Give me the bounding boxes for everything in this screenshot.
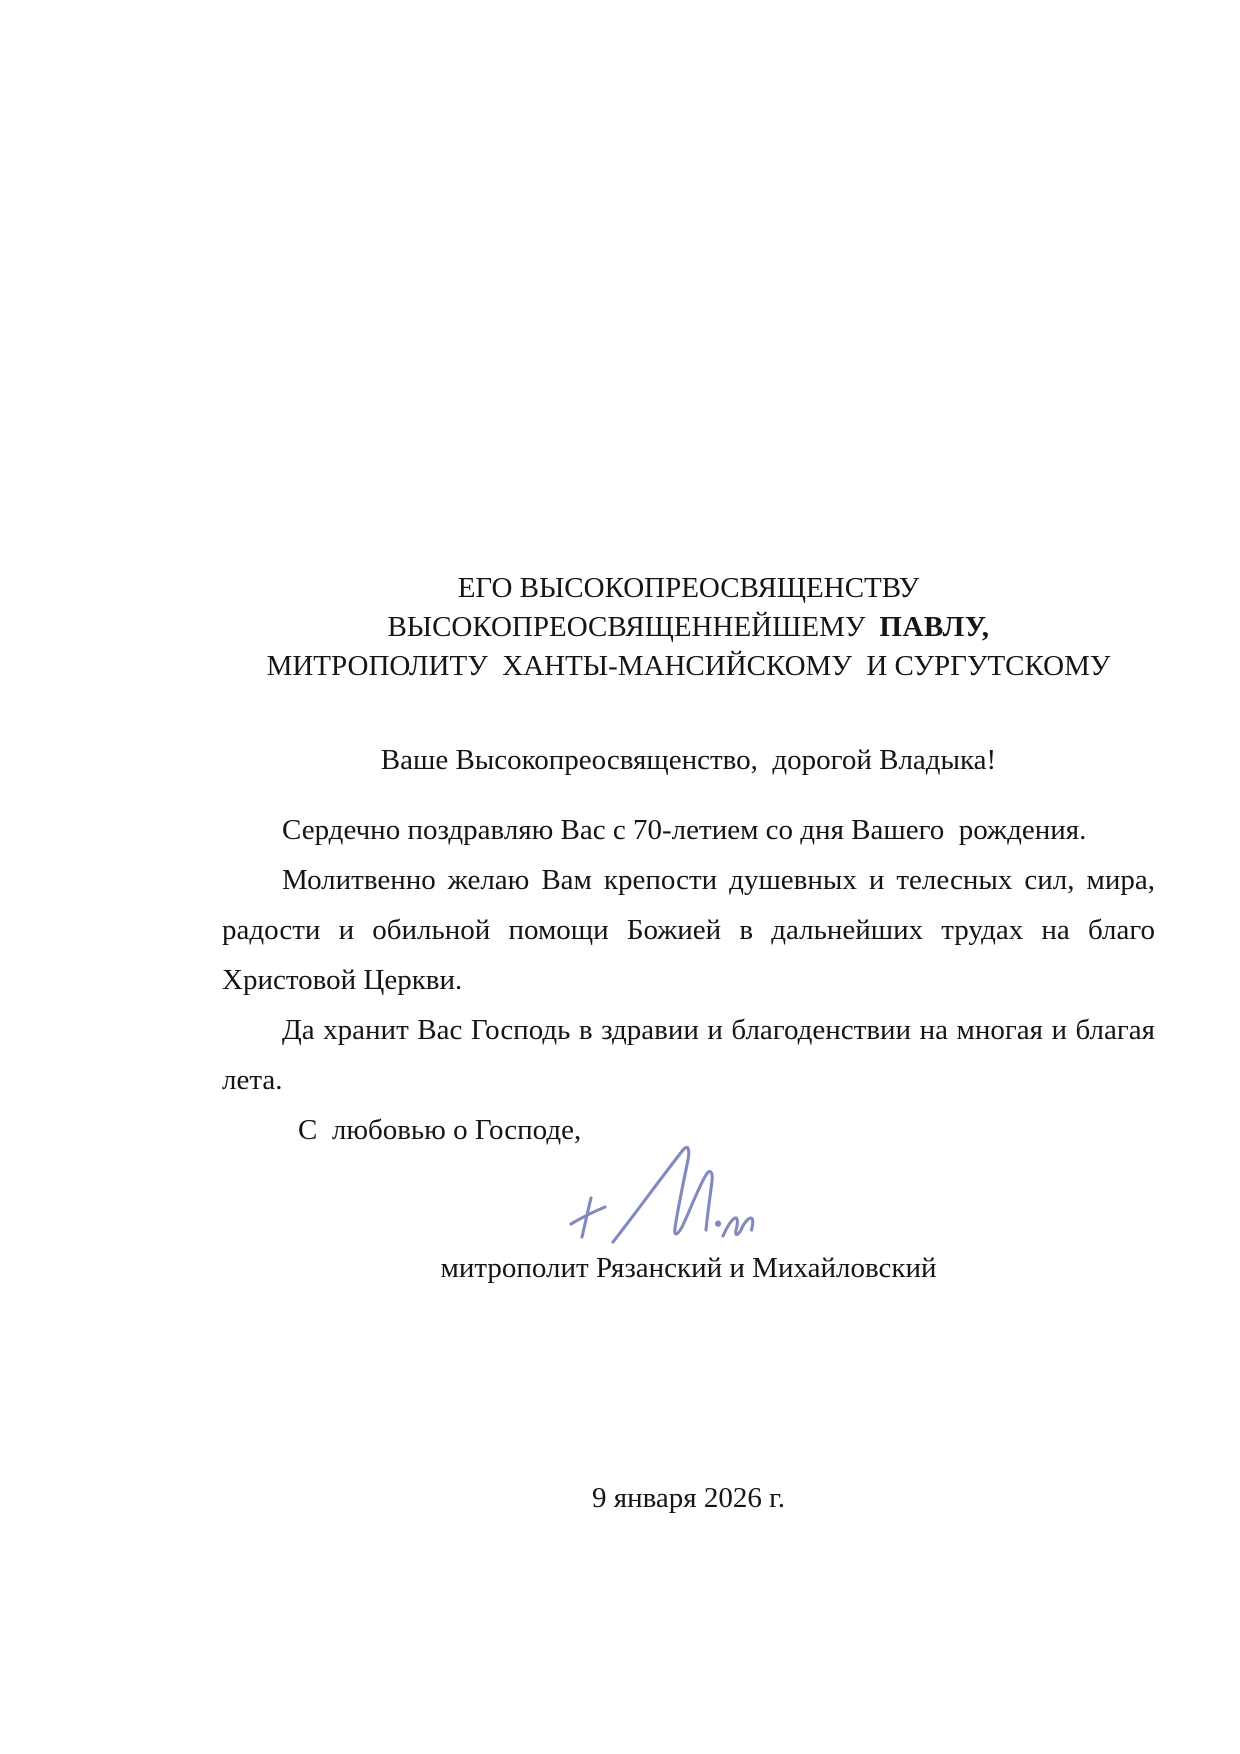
recipient-line-2-regular: ВЫСОКОПРЕОСВЯЩЕННЕЙШЕМУ <box>387 611 866 643</box>
paragraph <box>222 805 1155 855</box>
signer-title: митрополит Рязанский и Михайловский <box>440 1252 937 1284</box>
closing-line: С любовью о Господе, <box>298 1114 582 1146</box>
recipient-block <box>222 569 1155 686</box>
handwritten-signature-icon <box>555 1140 755 1255</box>
body-line: Молитвенно желаю Вам крепости душевных и телесных сил, мира, <box>282 864 1155 896</box>
recipient-line-2 <box>222 608 1155 647</box>
body-line: лета. <box>222 1064 283 1096</box>
recipient-line-1: ЕГО ВЫСОКОПРЕОСВЯЩЕНСТВУ <box>457 572 920 604</box>
salutation-line: Ваше Высокопреосвященство, дорогой Владыка! <box>380 744 997 776</box>
paragraph <box>222 1005 1155 1105</box>
body-line: Христовой Церкви. <box>222 964 463 996</box>
letter-date: 9 января 2026 г. <box>591 1482 785 1514</box>
paragraph <box>222 855 1155 1005</box>
recipient-name-bold: ПАВЛУ, <box>879 611 990 643</box>
body-line: Сердечно поздравляю Вас с 70-летием со дня Вашего рождения. <box>282 814 1087 846</box>
body-line: радости и обильной помощи Божией в дальнейших трудах на благо <box>222 914 1155 946</box>
body-line: Да хранит Вас Господь в здравии и благоденствии на многая и благая <box>282 1014 1155 1046</box>
letter-body <box>222 805 1155 1105</box>
recipient-line-3: МИТРОПОЛИТУ ХАНТЫ-МАНСИЙСКОМУ И СУРГУТСКОМУ <box>266 650 1111 682</box>
